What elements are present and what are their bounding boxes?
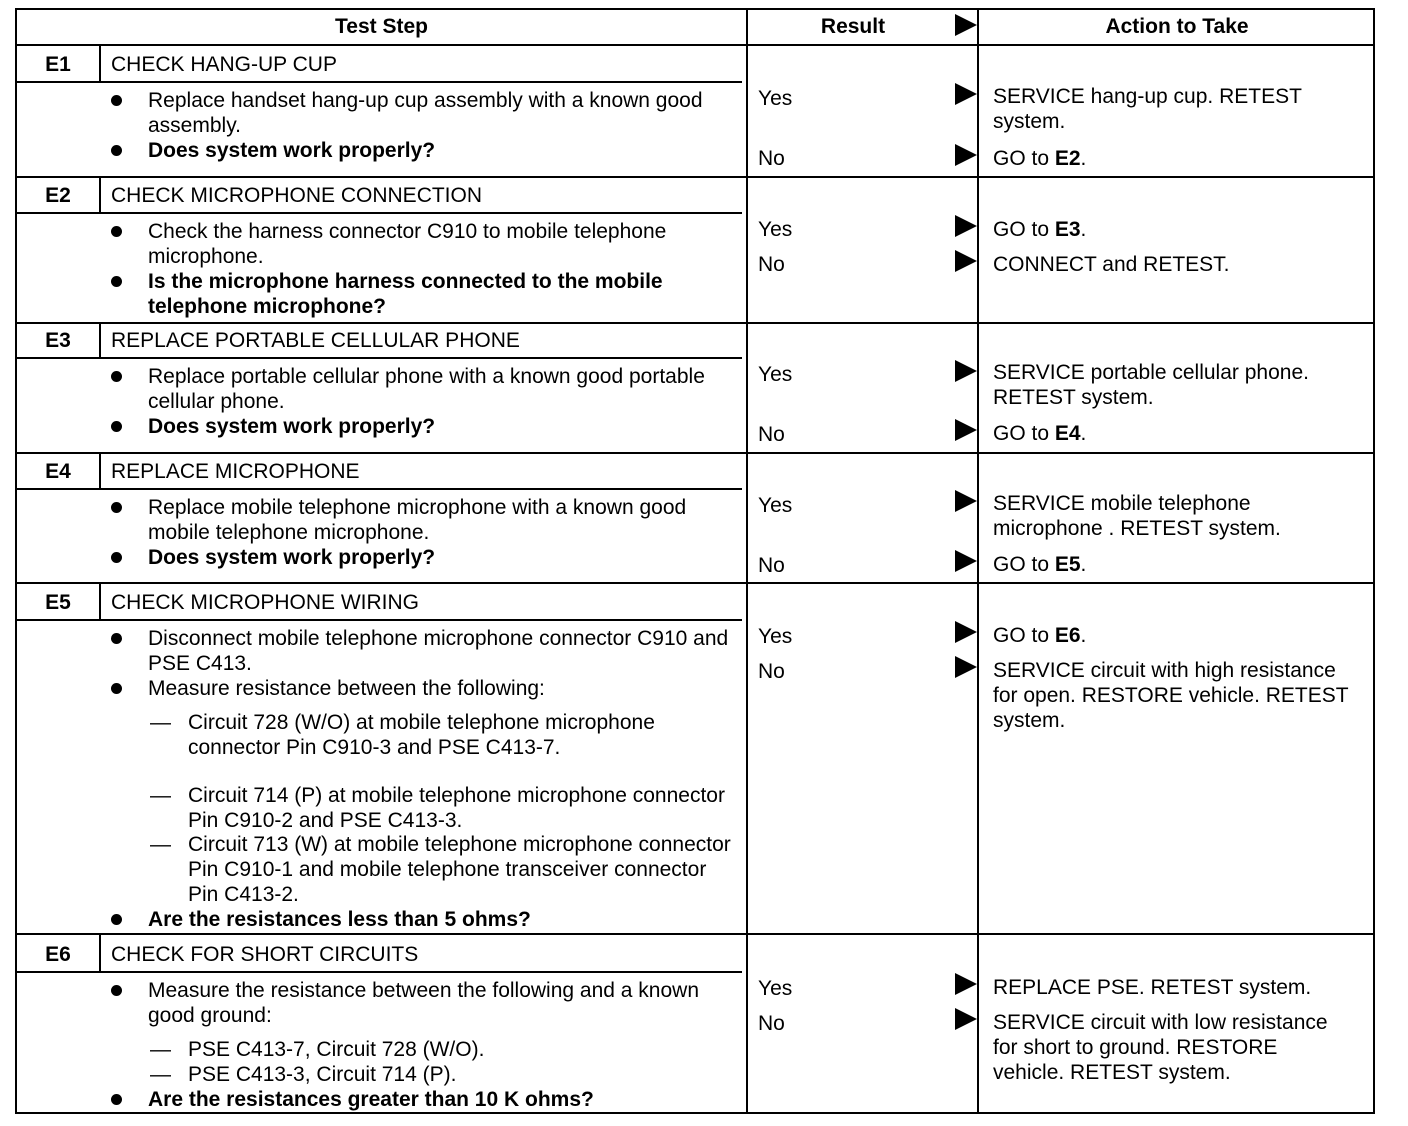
arrow-icon: [955, 215, 977, 237]
step-bullet: Disconnect mobile telephone microphone connector C910 and PSE C413.: [111, 626, 741, 676]
step-title: CHECK MICROPHONE WIRING: [111, 591, 420, 614]
sub-item: — Circuit 714 (P) at mobile telephone microphone connector Pin C910-2 and PSE C413-3.: [150, 784, 725, 832]
step-question: Are the resistances less than 5 ohms?: [111, 907, 741, 932]
arrow-icon: [955, 144, 977, 166]
arrow-icon: [955, 973, 977, 995]
result-no: No: [758, 554, 785, 577]
result-no: No: [758, 1012, 785, 1035]
result-yes: Yes: [758, 218, 793, 241]
step-question: Is the microphone harness connected to the mobile telephone microphone?: [111, 269, 741, 319]
result-no: No: [758, 253, 785, 276]
result-yes: Yes: [758, 87, 793, 110]
arrow-icon: [955, 83, 977, 105]
step-question: Does system work properly?: [111, 138, 741, 163]
action-text: REPLACE PSE. RETEST system.: [993, 976, 1312, 999]
bullet-icon: [111, 421, 122, 432]
action-text: GO to E4.: [993, 422, 1087, 445]
header-action: Action to Take: [1105, 15, 1249, 38]
title-divider: [17, 619, 742, 621]
step-title: REPLACE PORTABLE CELLULAR PHONE: [111, 329, 520, 352]
step-id: E2: [45, 184, 71, 207]
result-no: No: [758, 660, 785, 683]
header-test-step: Test Step: [335, 15, 428, 38]
step-bullet: Check the harness connector C910 to mobile telephone microphone.: [111, 219, 741, 269]
step-id: E5: [45, 591, 71, 614]
step-id: E4: [45, 460, 71, 483]
bullet-icon: [111, 985, 122, 996]
arrow-icon: [955, 250, 977, 272]
arrow-icon: [955, 550, 977, 572]
arrow-icon: [955, 360, 977, 382]
step-id: E6: [45, 943, 71, 966]
title-divider: [17, 357, 742, 359]
bullet-icon: [111, 226, 122, 237]
result-yes: Yes: [758, 494, 793, 517]
step-question: Are the resistances greater than 10 K ohms?: [111, 1087, 741, 1112]
step-question: Does system work properly?: [111, 545, 741, 570]
action-text: GO to E3.: [993, 218, 1087, 241]
row-divider: [17, 452, 1373, 454]
action-text: SERVICE circuit with high resistance for open. RESTORE vehicle. RETEST system.: [993, 659, 1349, 732]
result-no: No: [758, 423, 785, 446]
step-id: E1: [45, 53, 71, 76]
dash-icon: —: [150, 833, 171, 856]
result-yes: Yes: [758, 625, 793, 648]
dash-icon: —: [150, 784, 171, 807]
sub-item: — Circuit 728 (W/O) at mobile telephone microphone connector Pin C910-3 and PSE C413-7.: [150, 711, 655, 759]
step-bullet: Replace mobile telephone microphone with a known good mobile telephone microphone.: [111, 495, 741, 545]
dash-icon: —: [150, 1063, 171, 1086]
step-bullet: Measure resistance between the following:: [111, 676, 741, 701]
title-divider: [17, 971, 742, 973]
title-divider: [17, 212, 742, 214]
result-yes: Yes: [758, 977, 793, 1000]
bullet-icon: [111, 502, 122, 513]
dash-icon: —: [150, 1038, 171, 1061]
arrow-icon: [955, 621, 977, 643]
header-result: Result: [820, 15, 886, 38]
action-text: SERVICE portable cellular phone. RETEST system.: [993, 361, 1309, 409]
action-text: SERVICE hang-up cup. RETEST system.: [993, 85, 1302, 133]
bullet-icon: [111, 95, 122, 106]
header-divider: [17, 44, 1373, 46]
action-text: GO to E6.: [993, 624, 1087, 647]
id-divider: [99, 177, 101, 212]
bullet-icon: [111, 276, 122, 287]
result-no: No: [758, 147, 785, 170]
row-divider: [17, 582, 1373, 584]
bullet-icon: [111, 371, 122, 382]
bullet-icon: [111, 552, 122, 563]
step-title: REPLACE MICROPHONE: [111, 460, 360, 483]
id-divider: [99, 453, 101, 488]
sub-item: — PSE C413-3, Circuit 714 (P).: [150, 1063, 457, 1086]
dash-icon: —: [150, 711, 171, 734]
sub-item: — Circuit 713 (W) at mobile telephone microphone connector Pin C910-1 and mobile telephone transceiver connector Pin C413-2.: [150, 833, 731, 906]
id-divider: [99, 583, 101, 619]
arrow-icon: [955, 14, 977, 36]
row-divider: [17, 176, 1373, 178]
bullet-icon: [111, 683, 122, 694]
step-question: Does system work properly?: [111, 414, 741, 439]
step-title: CHECK MICROPHONE CONNECTION: [111, 184, 483, 207]
action-text: GO to E5.: [993, 553, 1087, 576]
bullet-icon: [111, 633, 122, 644]
id-divider: [99, 934, 101, 971]
action-text: SERVICE mobile telephone microphone . RETEST system.: [993, 492, 1281, 540]
title-divider: [17, 488, 742, 490]
step-title: CHECK HANG-UP CUP: [111, 53, 337, 76]
step-id: E3: [45, 329, 71, 352]
bullet-icon: [111, 1094, 122, 1105]
arrow-icon: [955, 490, 977, 512]
arrow-icon: [955, 1008, 977, 1030]
step-bullet: Replace portable cellular phone with a known good portable cellular phone.: [111, 364, 741, 414]
row-divider: [17, 322, 1373, 324]
title-divider: [17, 81, 742, 83]
action-text: CONNECT and RETEST.: [993, 253, 1230, 276]
row-divider: [17, 933, 1373, 935]
arrow-icon: [955, 419, 977, 441]
step-title: CHECK FOR SHORT CIRCUITS: [111, 943, 419, 966]
result-yes: Yes: [758, 363, 793, 386]
action-text: SERVICE circuit with low resistance for short to ground. RESTORE vehicle. RETEST system.: [993, 1011, 1328, 1084]
sub-item: — PSE C413-7, Circuit 728 (W/O).: [150, 1038, 485, 1061]
diagnostic-table: [15, 8, 1375, 1114]
bullet-icon: [111, 145, 122, 156]
step-bullet: Replace handset hang-up cup assembly with a known good assembly.: [111, 88, 741, 138]
action-text: GO to E2.: [993, 147, 1087, 170]
id-divider: [99, 45, 101, 81]
id-divider: [99, 323, 101, 357]
arrow-icon: [955, 656, 977, 678]
step-bullet: Measure the resistance between the following and a known good ground:: [111, 978, 741, 1028]
bullet-icon: [111, 914, 122, 925]
